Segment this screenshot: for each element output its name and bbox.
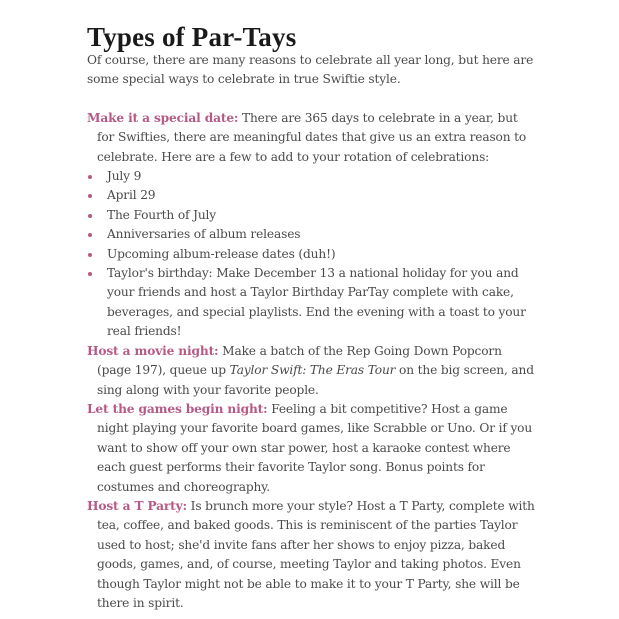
section-heading: Host a T Party: xyxy=(87,498,187,513)
page-body xyxy=(87,51,537,613)
list-item: Taylor's birthday: Make December 13 a national holiday for you and your friends and host a Taylor Birthday ParTay complete with cake, beverages, and special playlists. End the evening with a toast to your real friends! xyxy=(87,264,537,342)
list-item: July 9 xyxy=(87,167,537,186)
section-heading: Let the games begin night: xyxy=(87,401,268,416)
section-heading: Host a movie night: xyxy=(87,343,219,358)
section-movie-night: Host a movie night: Make a batch of the Rep Going Down Popcorn (page 197), queue up Taylor Swift: The Eras Tour on the big screen, and sing along with your favorite people. xyxy=(87,343,534,397)
section-game-night xyxy=(87,400,537,497)
bullet-icon xyxy=(88,233,92,237)
movie-title: Taylor Swift: The Eras Tour xyxy=(229,363,396,378)
section-special-date xyxy=(87,109,537,167)
section-text: Is brunch more your style? Host a T Party, complete with tea, coffee, and baked goods. This is reminiscent of the parties Taylor used to host; she'd invite fans after her shows to enjoy pizza, baked goods, games, and, of course, meeting Taylor and taking photos. Even though Taylor might not be able to make it to your T Party, she will be there in spirit. xyxy=(97,498,535,610)
date-list xyxy=(87,167,537,342)
list-item: Upcoming album-release dates (duh!) xyxy=(87,245,537,264)
section-text: Feeling a bit competitive? Host a game night playing your favorite board games, like Scrabble or Uno. Or if you want to show off your own star power, host a karaoke contest where each guest performs their favorite Taylor song. Bonus points for costumes and choreography. xyxy=(97,401,533,494)
list-item: The Fourth of July xyxy=(87,206,537,225)
page-title: Types of Par-Tays xyxy=(87,22,297,52)
bullet-icon xyxy=(88,214,92,218)
section-t-party xyxy=(87,497,537,613)
bullet-icon xyxy=(88,253,92,257)
section-text: There are 365 days to celebrate in a year, but for Swifties, there are meaningful dates that give us an extra reason to celebrate. Here are a few to add to your rotation of celebrations: xyxy=(97,110,527,164)
list-item: Anniversaries of album releases xyxy=(87,225,537,244)
intro-paragraph: Of course, there are many reasons to celebrate all year long, but here are some special ways to celebrate in true Swiftie style. xyxy=(87,53,534,87)
bullet-icon xyxy=(88,194,92,198)
bullet-icon xyxy=(88,272,92,276)
section-heading: Make it a special date: xyxy=(87,110,239,125)
list-item: April 29 xyxy=(87,186,537,205)
bullet-icon xyxy=(88,175,92,179)
